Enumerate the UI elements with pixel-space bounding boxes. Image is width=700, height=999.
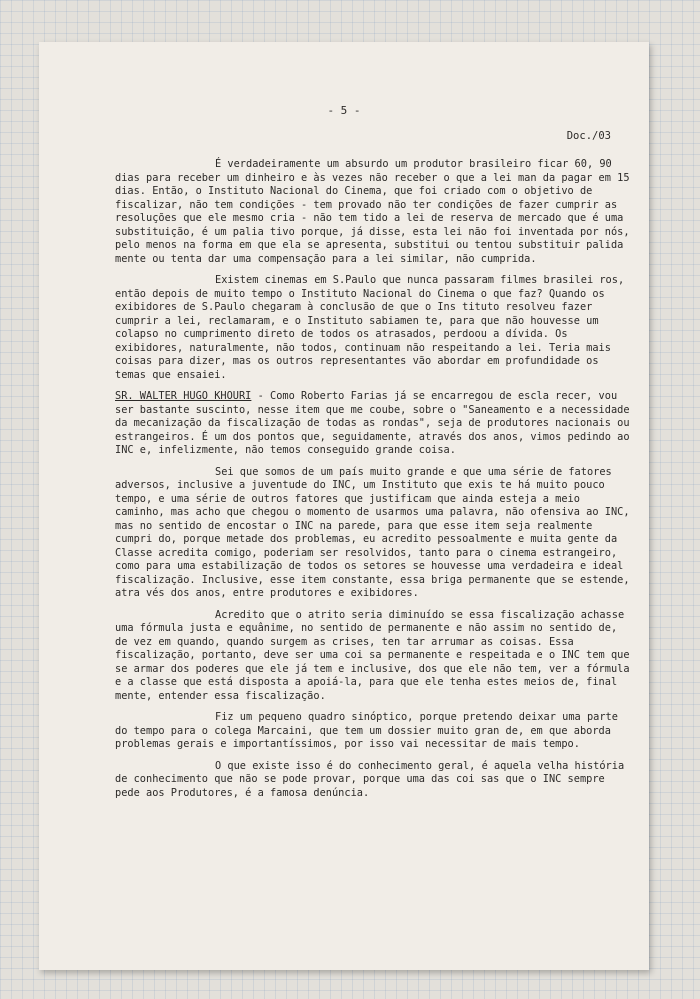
paragraph-3: Sei que somos de um país muito grande e que uma série de fatores adversos, inclusive a juventude do INC, um Instituto que exis te há muito pouco tempo, e uma série de outros fatores que justificam que ainda esteja a meio caminho, mas acho que chegou o momento de usarmos uma palavra, não ofensiva ao INC, mas no sentido de encostar o INC na parede, para que esse item seja realmente cumpri do, porque metade dos problemas, eu acredito pessoalmente e muita gente da Classe acredita comigo, poderiam ser resolvidos, tanto para o cinema estrangeiro, como para uma estabilização de todos os setores se houvesse uma verdadeira e ideal fiscalização. Inclusive, esse item constante, essa briga permanente que se estende, atra vés dos anos, entre produtores e exibidores. [115,465,636,599]
document-page [39,42,649,970]
paragraph-4: Acredito que o atrito seria diminuído se essa fiscalização achasse uma fórmula justa e equânime, no sentido de permanente e não assim no sentido de, de vez em quando, quando surgem as crises, ten tar arrumar as coisas. Essa fiscalização, portanto, deve ser uma coi sa permanente e respeitada e o INC tem que se armar dos poderes que ele já tem e inclusive, dos que ele não tem, ver a fórmula e a classe que está disposta a apoiá-la, para que ele tenha estes meios de, final mente, entender essa fiscalização. [115,608,636,702]
document-reference: Doc./03 [566,130,611,142]
page-number: - 5 - [327,104,361,117]
speaker-name: SR. WALTER HUGO KHOURI [115,390,252,402]
document-body [115,158,636,808]
paragraph-2: Existem cinemas em S.Paulo que nunca passaram filmes brasilei ros, então depois de muito tempo o Instituto Nacional do Cinema o que faz? Quando os exibidores de S.Paulo chegaram à conclusão de que o Ins tituto resolveu fazer cumprir a lei, reclamaram, e o Instituto sabiamen te, para que não houvesse um colapso no cumprimento direto de todos os atrasados, perdoou a dívida. Os exibidores, naturalmente, não todos, continuam não respeitando a lei. Teria mais coisas para dizer, mas os outros representantes vão abordar em profundidade os temas que ensaiei. [115,274,631,381]
speaker-paragraph [115,390,636,458]
paragraph-5: Fiz um pequeno quadro sinóptico, porque pretendo deixar uma parte do tempo para o colega Marcaini, que tem um dossier muito gran de, em que aborda problemas gerais e importantíssimos, por isso vai necessitar de mais tempo. [115,711,625,750]
speaker-text: - Como Roberto Farias já se encarregou de escla recer, vou ser bastante suscinto, nesse item que me coube, sobre o "Saneamento e a necessidade da mecanização da fiscalização de todas as rondas", seja de produtores nacionais ou estrangeiros. É um dos pontos que, seguidamente, através dos anos, vimos pedindo ao INC e, infelizmente, não temos conseguido grande coisa. [115,390,636,456]
paragraph-1: É verdadeiramente um absurdo um produtor brasileiro ficar 60, 90 dias para receber um dinheiro e às vezes não receber o que a lei man da pagar em 15 dias. Então, o Instituto Nacional do Cinema, que foi criado com o objetivo de fiscalizar, não tem condições - tem provado não ter condições de fazer cumprir as resoluções que ele mesmo cria - não tem tido a lei de reserva de mercado que é uma substituição, é um palia tivo porque, já disse, esta lei não foi inventada por nós, pelo menos na forma em que ela se apresenta, substitui ou tentou substituir palida mente ou tenta dar uma compensação para a lei similar, não cumprida. [115,158,636,265]
paragraph-6: O que existe isso é do conhecimento geral, é aquela velha história de conhecimento que não se pode provar, porque uma das coi sas que o INC sempre pede aos Produtores, é a famosa denúncia. [115,759,631,799]
